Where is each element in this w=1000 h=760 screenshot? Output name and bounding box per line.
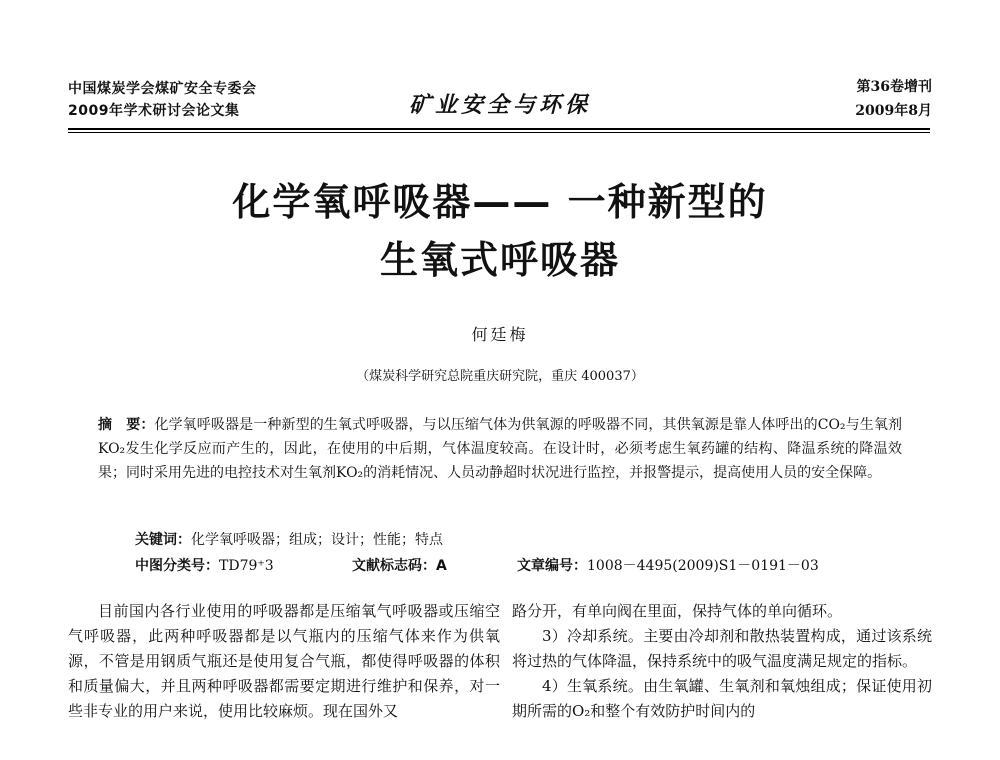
body-paragraph: 3）冷却系统。主要由冷却剂和散热装置构成，通过该系统将过热的气体降温，保持系统中的吸气温度满足规定的指标。: [512, 627, 932, 670]
clc-number: [135, 555, 274, 575]
abstract-text: 化学氧呼吸器是一种新型的生氧式呼吸器，与以压缩气体为供氧源的呼吸器不同，其供氧源是靠人体呼出的CO₂与生氧剂KO₂发生化学反应而产生的，因此，在使用的中后期，气体温度较高。在设计时，必须考虑生氧药罐的结构、降温系统的降温效果；同时采用先进的电控技术对生氧剂KO₂的消耗情况、人员动静超时状况进行监控，并报警提示，提高使用人员的安全保障。: [98, 417, 902, 481]
clc-value: TD79⁺3: [219, 558, 274, 574]
document-code: [352, 555, 447, 575]
keywords-label: 关键词：: [135, 532, 191, 548]
header-org-line1: 中国煤炭学会煤矿安全专委会: [68, 81, 257, 97]
body-paragraph: 目前国内各行业使用的呼吸器都是压缩氧气呼吸器或压缩空气呼吸器，此两种呼吸器都是以气瓶内的压缩气体来作为供氧源，不管是用钢质气瓶还是使用复合气瓶，都使得呼吸器的体积和质量偏大，并且两种呼吸器都需要定期进行维护和保养，对一些非专业的用户来说，使用比较麻烦。现在国外又: [68, 602, 500, 720]
keywords: [135, 529, 443, 549]
header-issue: [855, 75, 932, 123]
paper-title: [0, 173, 1000, 289]
journal-name: 矿业安全与环保: [408, 92, 591, 118]
body-column-left: [68, 599, 500, 724]
keywords-text: 化学氧呼吸器；组成；设计；性能；特点: [191, 532, 443, 548]
body-column-right: [512, 599, 932, 724]
affiliation: （煤炭科学研究总院重庆研究院，重庆 400037）: [356, 369, 644, 384]
abstract-label: 摘 要：: [98, 417, 155, 433]
doc-code-label: 文献标志码：: [352, 558, 436, 574]
article-number: [517, 555, 819, 575]
doc-code-value: A: [436, 558, 447, 574]
author: 何廷梅: [471, 325, 529, 344]
header-rule-thick: [68, 128, 930, 130]
body-paragraph: 路分开，有单向阀在里面，保持气体的单向循环。: [512, 602, 843, 620]
article-number-value: 1008－4495(2009)S1－0191－03: [587, 558, 819, 574]
clc-label: 中图分类号：: [135, 558, 219, 574]
paper-title-line2: 生氧式呼吸器: [379, 238, 620, 282]
header-org-line2: 2009年学术研讨会论文集: [68, 103, 240, 119]
header-volume: 第36卷增刊: [856, 79, 932, 95]
header-rule-thin: [68, 132, 930, 133]
header-date: 2009年8月: [855, 103, 932, 119]
article-number-label: 文章编号：: [517, 558, 587, 574]
abstract: [98, 413, 902, 485]
body-paragraph: 4）生氧系统。由生氧罐、生氧剂和氧烛组成；保证使用初期所需的O₂和整个有效防护时间内的: [512, 677, 932, 720]
paper-title-line1: 化学氧呼吸器—— 一种新型的: [232, 180, 768, 224]
